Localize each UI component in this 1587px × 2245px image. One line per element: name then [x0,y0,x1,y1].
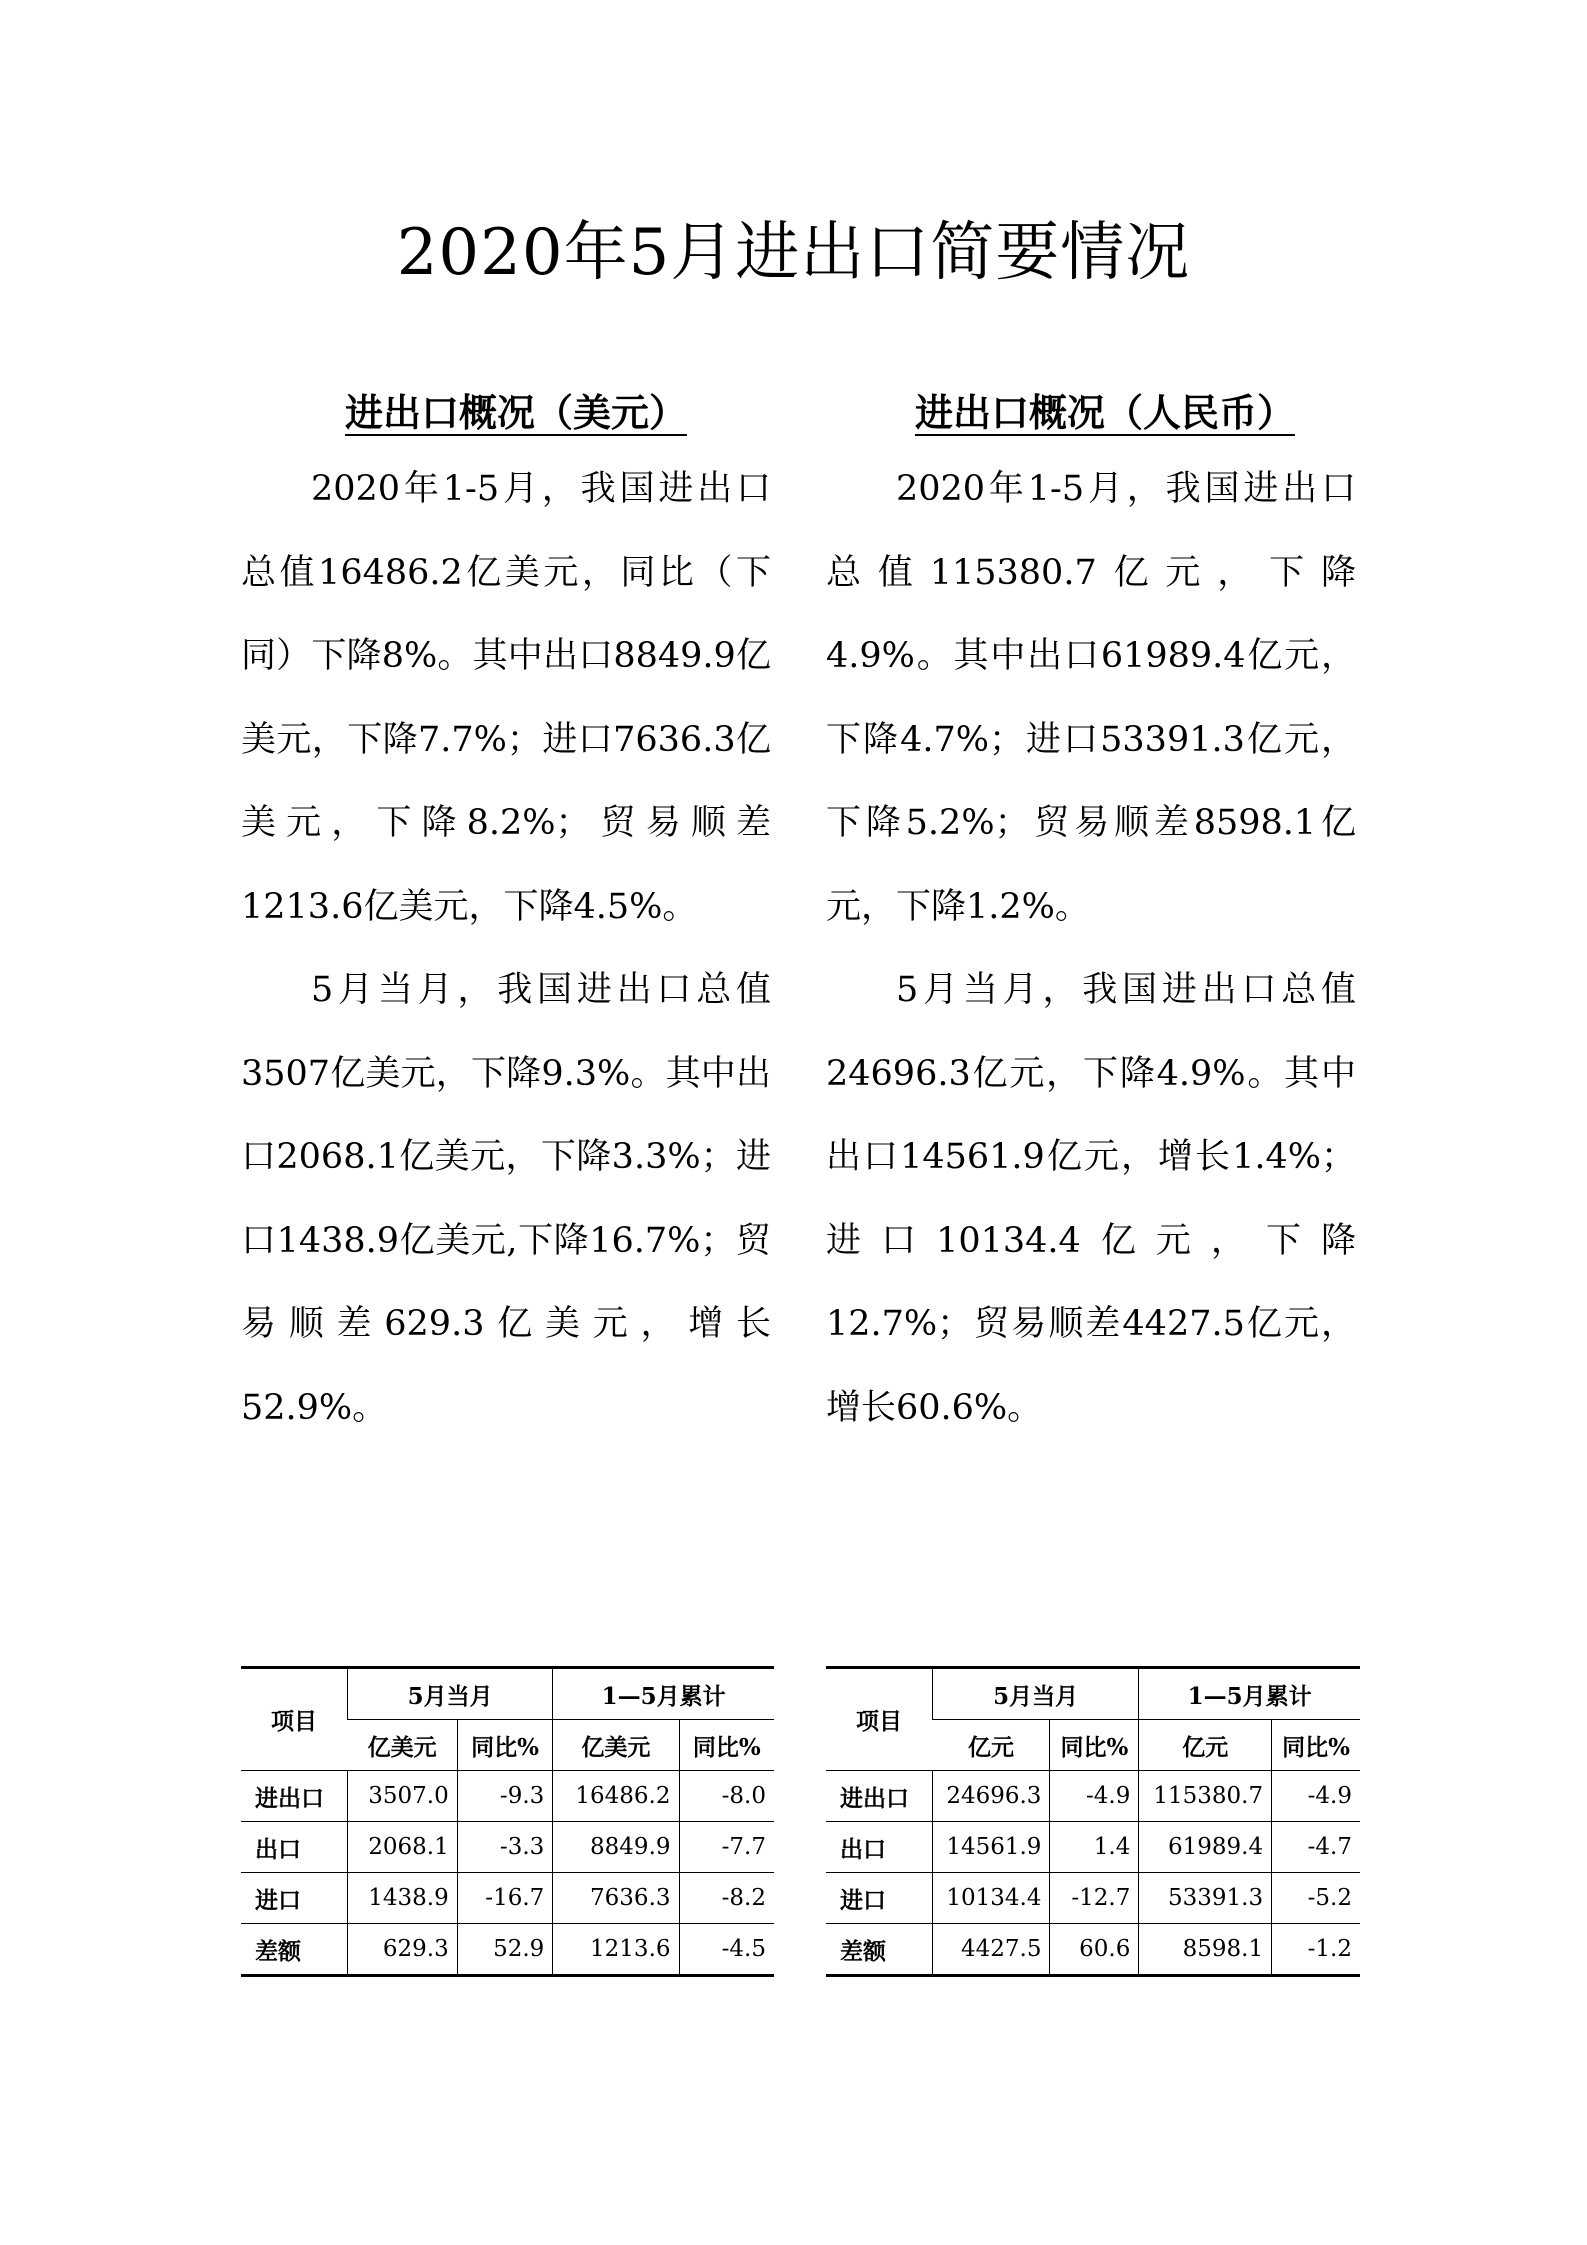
table-header-ytd: 1—5月累计 [553,1668,774,1720]
table-row [241,1873,774,1924]
cell-value: 10134.4 [933,1873,1050,1924]
cell-value: 61989.4 [1139,1822,1272,1873]
row-label: 进口 [826,1873,933,1924]
cell-value: 1213.6 [553,1924,679,1976]
rmb-section [826,378,1356,1450]
row-label: 进出口 [241,1771,348,1822]
row-label: 差额 [826,1924,933,1976]
row-label: 差额 [241,1924,348,1976]
cell-value: -16.7 [457,1873,553,1924]
cell-value: -8.0 [679,1771,774,1822]
cell-value: -5.2 [1272,1873,1360,1924]
rmb-paragraph-ytd: 2020年1-5月，我国进出口总值115380.7亿元，下降4.9%。其中出口61989.4亿元，下降4.7%；进口53391.3亿元，下降5.2%；贸易顺差8598.1亿元，下降1.2%。 [826,469,1356,927]
cell-value: -4.9 [1272,1771,1360,1822]
cell-value: 2068.1 [348,1822,458,1873]
rmb-trade-table [826,1666,1360,1977]
usd-section-heading: 进出口概况（美元） [344,390,687,435]
row-label: 出口 [826,1822,933,1873]
usd-table-wrapper [241,1666,774,1977]
row-label: 进出口 [826,1771,933,1822]
usd-section [241,378,771,1450]
cell-value: 629.3 [348,1924,458,1976]
cell-value: 8849.9 [553,1822,679,1873]
table-subheader: 亿美元 [348,1720,458,1771]
cell-value: -3.3 [457,1822,553,1873]
table-row [826,1771,1360,1822]
usd-paragraph-ytd: 2020年1-5月，我国进出口总值16486.2亿美元，同比（下同）下降8%。其中出口8849.9亿美元，下降7.7%；进口7636.3亿美元，下降8.2%；贸易顺差1213.6亿美元，下降4.5%。 [241,469,771,927]
cell-value: 16486.2 [553,1771,679,1822]
table-subheader: 亿元 [1139,1720,1272,1771]
usd-trade-table [241,1666,774,1977]
row-label: 出口 [241,1822,348,1873]
cell-value: 60.6 [1050,1924,1139,1976]
cell-value: -8.2 [679,1873,774,1924]
table-header-item: 项目 [241,1668,348,1771]
table-subheader: 同比% [679,1720,774,1771]
cell-value: 3507.0 [348,1771,458,1822]
usd-paragraph-may: 5月当月，我国进出口总值3507亿美元，下降9.3%。其中出口2068.1亿美元，下降3.3%；进口1438.9亿美元,下降16.7%；贸易顺差629.3亿美元，增长52.9%。 [241,970,771,1428]
rmb-paragraph-may: 5月当月，我国进出口总值24696.3亿元，下降4.9%。其中出口14561.9亿元，增长1.4%；进口10134.4亿元，下降12.7%；贸易顺差4427.5亿元，增长60.6%。 [826,970,1356,1428]
cell-value: -7.7 [679,1822,774,1873]
cell-value: 14561.9 [933,1822,1050,1873]
table-subheader: 亿美元 [553,1720,679,1771]
table-subheader: 同比% [457,1720,553,1771]
table-header-item: 项目 [826,1668,933,1771]
table-subheader: 同比% [1050,1720,1139,1771]
table-subheader: 同比% [1272,1720,1360,1771]
cell-value: -12.7 [1050,1873,1139,1924]
table-row [241,1771,774,1822]
cell-value: 1.4 [1050,1822,1139,1873]
table-row [241,1924,774,1976]
cell-value: 52.9 [457,1924,553,1976]
rmb-section-heading: 进出口概况（人民币） [914,390,1295,435]
table-row [826,1873,1360,1924]
cell-value: 7636.3 [553,1873,679,1924]
cell-value: -4.5 [679,1924,774,1976]
cell-value: 4427.5 [933,1924,1050,1976]
table-row [241,1822,774,1873]
cell-value: -4.7 [1272,1822,1360,1873]
rmb-table-wrapper [826,1666,1360,1977]
table-header-may: 5月当月 [933,1668,1139,1720]
cell-value: 115380.7 [1139,1771,1272,1822]
cell-value: 24696.3 [933,1771,1050,1822]
cell-value: 8598.1 [1139,1924,1272,1976]
table-row [826,1924,1360,1976]
cell-value: 53391.3 [1139,1873,1272,1924]
table-header-may: 5月当月 [348,1668,553,1720]
table-subheader: 亿元 [933,1720,1050,1771]
cell-value: -1.2 [1272,1924,1360,1976]
page-title: 2020年5月进出口简要情况 [396,216,1191,290]
row-label: 进口 [241,1873,348,1924]
table-row [826,1822,1360,1873]
cell-value: -4.9 [1050,1771,1139,1822]
table-header-ytd: 1—5月累计 [1139,1668,1360,1720]
cell-value: 1438.9 [348,1873,458,1924]
cell-value: -9.3 [457,1771,553,1822]
